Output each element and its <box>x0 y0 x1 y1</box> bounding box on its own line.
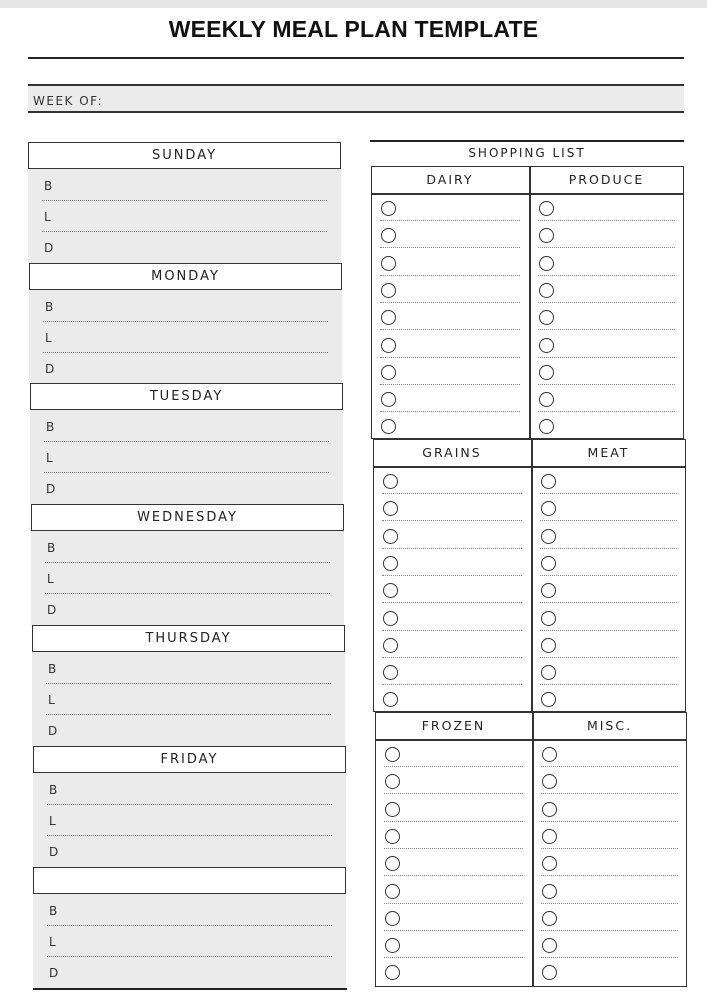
dotted-divider <box>538 275 675 276</box>
meal-entry-breakfast[interactable] <box>59 296 328 320</box>
day-meals-blank <box>33 894 346 988</box>
shopping-item-entry[interactable] <box>403 636 521 656</box>
dotted-divider <box>541 821 678 822</box>
checkbox-circle-icon[interactable] <box>383 611 398 626</box>
dotted-divider <box>540 630 677 631</box>
shopping-item-entry[interactable] <box>403 581 521 601</box>
dotted-divider <box>43 321 328 322</box>
checkbox-circle-icon[interactable] <box>541 556 556 571</box>
shopping-item-entry[interactable] <box>403 663 521 683</box>
meal-entry-breakfast[interactable] <box>63 779 332 803</box>
day-header-blank[interactable] <box>33 867 346 894</box>
day-meals-wednesday <box>31 531 344 625</box>
day-meals-monday <box>29 290 342 384</box>
meal-entry-lunch[interactable] <box>62 689 331 713</box>
dotted-divider <box>382 493 522 494</box>
meal-entry-breakfast[interactable] <box>61 537 330 561</box>
shopping-item-entry[interactable] <box>559 363 674 383</box>
column-divider <box>529 166 531 439</box>
dotted-divider <box>380 220 520 221</box>
category-header-dairy: DAIRY <box>426 172 474 187</box>
dotted-divider <box>538 329 675 330</box>
dotted-divider <box>380 329 520 330</box>
shopping-item-entry[interactable] <box>401 308 519 328</box>
days-column-bottom-rule <box>33 988 347 990</box>
meal-label-lunch: L <box>46 451 53 465</box>
checkbox-circle-icon[interactable] <box>385 911 400 926</box>
meal-entry-dinner[interactable] <box>60 478 329 502</box>
checkbox-circle-icon[interactable] <box>381 201 396 216</box>
shopping-item-entry[interactable] <box>562 909 677 929</box>
shopping-item-entry[interactable] <box>562 963 677 983</box>
meal-entry-dinner[interactable] <box>58 237 327 261</box>
dotted-divider <box>540 575 677 576</box>
meal-entry-lunch[interactable] <box>60 447 329 471</box>
shopping-item-entry[interactable] <box>561 636 676 656</box>
meal-entry-breakfast[interactable] <box>60 416 329 440</box>
dotted-divider <box>46 714 331 715</box>
day-meals-thursday <box>32 652 345 746</box>
dotted-divider <box>540 657 677 658</box>
shopping-item-entry[interactable] <box>559 390 674 410</box>
shopping-item-entry[interactable] <box>562 827 677 847</box>
dotted-divider <box>541 930 678 931</box>
meal-label-dinner: D <box>47 603 57 617</box>
dotted-divider <box>45 593 330 594</box>
dotted-divider <box>47 835 332 836</box>
meal-label-dinner: D <box>44 241 54 255</box>
dotted-divider <box>541 793 678 794</box>
dotted-divider <box>382 575 522 576</box>
category-header-grains: GRAINS <box>422 445 482 460</box>
day-name: THURSDAY <box>145 631 232 646</box>
dotted-divider <box>384 848 523 849</box>
dotted-divider <box>47 925 332 926</box>
meal-label-dinner: D <box>46 482 56 496</box>
dotted-divider <box>380 357 520 358</box>
shopping-list-title: SHOPPING LIST <box>468 146 586 160</box>
dotted-divider <box>380 411 520 412</box>
shopping-item-entry[interactable] <box>405 909 522 929</box>
page-title: WEEKLY MEAL PLAN TEMPLATE <box>168 16 539 42</box>
dotted-divider <box>380 384 520 385</box>
dotted-divider <box>540 602 677 603</box>
shopping-item-entry[interactable] <box>403 554 521 574</box>
checkbox-circle-icon[interactable] <box>539 338 554 353</box>
dotted-divider <box>540 493 677 494</box>
week-of-label: WEEK OF: <box>33 94 104 108</box>
day-name: WEDNESDAY <box>137 510 238 525</box>
shopping-item-entry[interactable] <box>561 527 676 547</box>
shopping-item-entry[interactable] <box>562 882 677 902</box>
shopping-item-entry[interactable] <box>401 254 519 274</box>
dotted-divider <box>538 220 675 221</box>
dotted-divider <box>384 957 523 958</box>
shopping-item-entry[interactable] <box>405 772 522 792</box>
shopping-item-entry[interactable] <box>403 472 521 492</box>
shopping-item-entry[interactable] <box>401 417 519 437</box>
dotted-divider <box>541 848 678 849</box>
checkbox-circle-icon[interactable] <box>542 884 557 899</box>
shopping-item-entry[interactable] <box>562 745 677 765</box>
shopping-item-entry[interactable] <box>561 554 676 574</box>
meal-entry-dinner[interactable] <box>61 599 330 623</box>
dotted-divider <box>384 875 523 876</box>
meal-label-dinner: D <box>48 724 58 738</box>
dotted-divider <box>382 602 522 603</box>
dotted-divider <box>538 302 675 303</box>
dotted-divider <box>541 957 678 958</box>
dotted-divider <box>541 875 678 876</box>
shopping-item-entry[interactable] <box>401 199 519 219</box>
checkbox-circle-icon[interactable] <box>385 938 400 953</box>
dotted-divider <box>42 231 327 232</box>
shopping-item-entry[interactable] <box>561 663 676 683</box>
header-divider <box>375 739 687 741</box>
checkbox-circle-icon[interactable] <box>542 911 557 926</box>
dotted-divider <box>540 548 677 549</box>
shopping-item-entry[interactable] <box>559 417 674 437</box>
meal-label-dinner: D <box>49 966 59 980</box>
checkbox-circle-icon[interactable] <box>541 665 556 680</box>
meal-label-breakfast: B <box>48 662 57 676</box>
day-meals-tuesday <box>30 410 343 504</box>
shopping-item-entry[interactable] <box>559 226 674 246</box>
meal-label-lunch: L <box>45 331 52 345</box>
checkbox-circle-icon[interactable] <box>383 474 398 489</box>
meal-label-lunch: L <box>48 693 55 707</box>
meal-label-lunch: L <box>47 572 54 586</box>
meal-label-dinner: D <box>49 845 59 859</box>
shopping-item-entry[interactable] <box>403 527 521 547</box>
shopping-item-entry[interactable] <box>403 690 521 710</box>
shopping-item-entry[interactable] <box>562 936 677 956</box>
dotted-divider <box>46 683 331 684</box>
week-of-field[interactable] <box>28 84 684 113</box>
meal-label-breakfast: B <box>45 300 54 314</box>
meal-label-dinner: D <box>45 362 55 376</box>
dotted-divider <box>380 247 520 248</box>
checkbox-circle-icon[interactable] <box>381 338 396 353</box>
dotted-divider <box>44 441 329 442</box>
meal-label-breakfast: B <box>49 783 58 797</box>
shopping-item-entry[interactable] <box>561 690 676 710</box>
header-divider <box>373 466 686 468</box>
checkbox-circle-icon[interactable] <box>385 802 400 817</box>
title-divider <box>28 57 684 59</box>
shopping-item-entry[interactable] <box>559 199 674 219</box>
shopping-item-entry[interactable] <box>561 581 676 601</box>
dotted-divider <box>382 548 522 549</box>
shopping-item-entry[interactable] <box>401 363 519 383</box>
shopping-item-entry[interactable] <box>401 281 519 301</box>
day-name: MONDAY <box>151 269 220 284</box>
meal-entry-dinner[interactable] <box>63 962 332 986</box>
dotted-divider <box>538 411 675 412</box>
dotted-divider <box>384 930 523 931</box>
dotted-divider <box>45 562 330 563</box>
shopping-item-entry[interactable] <box>559 336 674 356</box>
dotted-divider <box>47 956 332 957</box>
shopping-item-entry[interactable] <box>401 390 519 410</box>
meal-entry-lunch[interactable] <box>63 931 332 955</box>
shopping-item-entry[interactable] <box>405 963 522 983</box>
meal-label-breakfast: B <box>47 541 56 555</box>
checkbox-circle-icon[interactable] <box>542 938 557 953</box>
checkbox-circle-icon[interactable] <box>383 529 398 544</box>
dotted-divider <box>540 684 677 685</box>
shopping-item-entry[interactable] <box>559 308 674 328</box>
shopping-item-entry[interactable] <box>562 800 677 820</box>
category-header-produce: PRODUCE <box>568 172 645 187</box>
checkbox-circle-icon[interactable] <box>383 638 398 653</box>
day-meals-sunday <box>28 169 341 263</box>
shopping-item-entry[interactable] <box>561 499 676 519</box>
shopping-item-entry[interactable] <box>559 281 674 301</box>
checkbox-circle-icon[interactable] <box>381 256 396 271</box>
meal-label-lunch: L <box>49 935 56 949</box>
shopping-item-entry[interactable] <box>405 800 522 820</box>
meal-entry-breakfast[interactable] <box>63 900 332 924</box>
checkbox-circle-icon[interactable] <box>383 665 398 680</box>
shopping-item-entry[interactable] <box>403 499 521 519</box>
category-header-frozen: FROZEN <box>421 718 486 733</box>
day-header-tuesday <box>30 383 343 410</box>
checkbox-circle-icon[interactable] <box>539 392 554 407</box>
dotted-divider <box>382 684 522 685</box>
dotted-divider <box>384 821 523 822</box>
checkbox-circle-icon[interactable] <box>541 611 556 626</box>
meal-entry-dinner[interactable] <box>63 841 332 865</box>
checkbox-circle-icon[interactable] <box>539 256 554 271</box>
shopping-item-entry[interactable] <box>561 472 676 492</box>
meal-label-lunch: L <box>44 210 51 224</box>
meal-entry-breakfast[interactable] <box>62 658 331 682</box>
shopping-item-entry[interactable] <box>561 609 676 629</box>
checkbox-circle-icon[interactable] <box>381 365 396 380</box>
day-header-wednesday <box>31 504 344 531</box>
meal-entry-breakfast[interactable] <box>58 175 327 199</box>
day-meals-friday <box>33 773 346 867</box>
meal-entry-lunch[interactable] <box>61 568 330 592</box>
dotted-divider <box>44 472 329 473</box>
day-header-sunday <box>28 142 341 169</box>
checkbox-circle-icon[interactable] <box>541 474 556 489</box>
checkbox-circle-icon[interactable] <box>381 392 396 407</box>
day-header-thursday <box>32 625 345 652</box>
dotted-divider <box>382 630 522 631</box>
meal-label-breakfast: B <box>44 179 53 193</box>
meal-entry-lunch[interactable] <box>58 206 327 230</box>
category-header-misc: MISC. <box>586 718 633 733</box>
checkbox-circle-icon[interactable] <box>381 283 396 298</box>
shopping-item-entry[interactable] <box>405 827 522 847</box>
dotted-divider <box>540 520 677 521</box>
meal-label-lunch: L <box>49 814 56 828</box>
shopping-item-entry[interactable] <box>562 772 677 792</box>
column-divider <box>532 712 534 987</box>
checkbox-circle-icon[interactable] <box>542 747 557 762</box>
dotted-divider <box>47 804 332 805</box>
meal-label-breakfast: B <box>46 420 55 434</box>
dotted-divider <box>541 903 678 904</box>
dotted-divider <box>380 302 520 303</box>
checkbox-circle-icon[interactable] <box>385 884 400 899</box>
shopping-item-entry[interactable] <box>405 936 522 956</box>
dotted-divider <box>384 793 523 794</box>
checkbox-circle-icon[interactable] <box>385 747 400 762</box>
shopping-item-entry[interactable] <box>401 336 519 356</box>
shopping-item-entry[interactable] <box>401 226 519 246</box>
shopping-item-entry[interactable] <box>559 254 674 274</box>
day-name: SUNDAY <box>151 148 218 163</box>
shopping-item-entry[interactable] <box>403 609 521 629</box>
meal-entry-lunch[interactable] <box>59 327 328 351</box>
meal-label-breakfast: B <box>49 904 58 918</box>
day-header-friday <box>33 746 346 773</box>
checkbox-circle-icon[interactable] <box>542 829 557 844</box>
checkbox-circle-icon[interactable] <box>541 638 556 653</box>
shopping-item-entry[interactable] <box>405 854 522 874</box>
shopping-item-entry[interactable] <box>562 854 677 874</box>
meal-entry-dinner[interactable] <box>59 358 328 382</box>
dotted-divider <box>384 903 523 904</box>
category-header-meat: MEAT <box>587 445 630 460</box>
day-header-monday <box>29 263 342 290</box>
shopping-list-top-rule <box>370 140 684 142</box>
day-name: FRIDAY <box>160 752 219 767</box>
dotted-divider <box>538 357 675 358</box>
shopping-item-entry[interactable] <box>405 882 522 902</box>
column-divider <box>531 439 533 712</box>
dotted-divider <box>384 766 523 767</box>
meal-entry-dinner[interactable] <box>62 720 331 744</box>
checkbox-circle-icon[interactable] <box>539 201 554 216</box>
day-name: TUESDAY <box>149 389 224 404</box>
dotted-divider <box>382 520 522 521</box>
dotted-divider <box>380 275 520 276</box>
shopping-item-entry[interactable] <box>405 745 522 765</box>
checkbox-circle-icon[interactable] <box>542 802 557 817</box>
header-divider <box>371 193 684 195</box>
checkbox-circle-icon[interactable] <box>539 365 554 380</box>
checkbox-circle-icon[interactable] <box>383 556 398 571</box>
dotted-divider <box>382 657 522 658</box>
meal-entry-lunch[interactable] <box>63 810 332 834</box>
dotted-divider <box>538 247 675 248</box>
dotted-divider <box>538 384 675 385</box>
checkbox-circle-icon[interactable] <box>541 529 556 544</box>
top-edge <box>0 0 707 8</box>
dotted-divider <box>43 352 328 353</box>
checkbox-circle-icon[interactable] <box>539 283 554 298</box>
dotted-divider <box>42 200 327 201</box>
checkbox-circle-icon[interactable] <box>385 829 400 844</box>
dotted-divider <box>541 766 678 767</box>
